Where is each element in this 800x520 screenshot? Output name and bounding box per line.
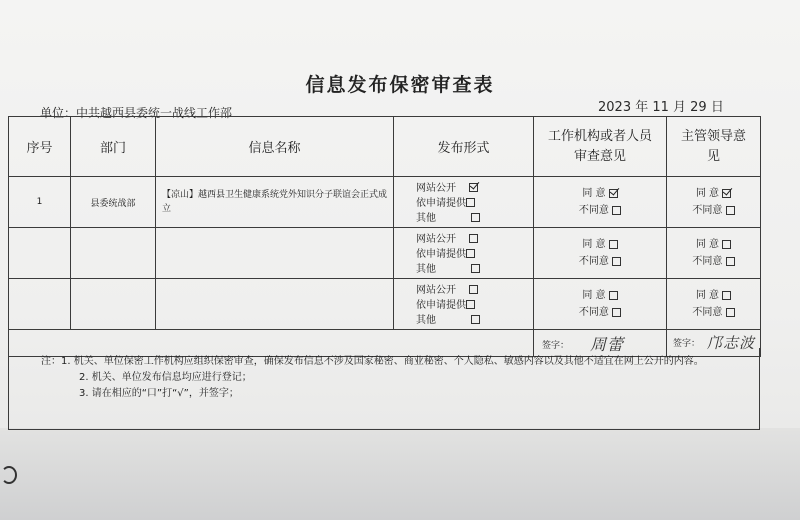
- leader-options: [667, 228, 761, 279]
- checkbox-disagree[interactable]: [612, 206, 621, 215]
- checkbox-disagree[interactable]: [612, 308, 621, 317]
- row-no: [9, 279, 71, 330]
- document-title: 信息发布保密审查表: [305, 74, 495, 96]
- note-2: 2. 机关、单位发布信息均应进行登记；: [79, 372, 252, 383]
- option-other-label: 其他: [416, 212, 436, 224]
- lead-agree-label: 同 意: [695, 239, 719, 250]
- header-leader: 主管领导意见: [667, 117, 761, 177]
- disagree-label: 不同意: [578, 256, 609, 267]
- checkbox-lead-disagree[interactable]: [726, 206, 735, 215]
- header-name: 信息名称: [156, 117, 394, 177]
- checkbox-other[interactable]: [471, 213, 480, 222]
- header-no: 序号: [9, 117, 71, 177]
- header-dept: 部门: [71, 117, 156, 177]
- checkbox-agree[interactable]: [609, 240, 618, 249]
- lead-agree-label: 同 意: [695, 290, 719, 301]
- lead-disagree-label: 不同意: [692, 256, 723, 267]
- row-dept: [71, 228, 156, 279]
- checkbox-site[interactable]: [469, 234, 478, 243]
- publish-form-options: [394, 177, 534, 228]
- header-row: [9, 117, 761, 177]
- checkbox-other[interactable]: [471, 315, 480, 324]
- checkbox-apply[interactable]: [466, 249, 475, 258]
- leader-options: [667, 279, 761, 330]
- lead-disagree-label: 不同意: [692, 307, 723, 318]
- header-review: 工作机构或者人员审查意见: [534, 117, 667, 177]
- option-apply-label: 依申请提供: [416, 248, 466, 260]
- notes-section: [8, 348, 760, 430]
- agree-label: 同 意: [582, 239, 606, 250]
- publish-form-options: [394, 279, 534, 330]
- reviewer-signature: 周蕾: [590, 335, 625, 354]
- option-apply-label: 依申请提供: [416, 299, 466, 311]
- checkbox-other[interactable]: [471, 264, 480, 273]
- checkbox-apply[interactable]: [466, 198, 475, 207]
- note-1: 注：1. 机关、单位保密工作机构应组织保密审查，确保发布信息不涉及国家秘密、商业秘密、个人隐私、敏感内容以及其他不适宜在网上公开的内容。: [41, 356, 704, 367]
- checkbox-lead-agree[interactable]: [722, 291, 731, 300]
- disagree-label: 不同意: [578, 307, 609, 318]
- checkbox-lead-agree[interactable]: [722, 240, 731, 249]
- leader-options: [667, 177, 761, 228]
- row-info-name: 【凉山】越西县卫生健康系统党外知识分子联谊会正式成立: [156, 177, 394, 228]
- reviewer-sign-label: 签字：: [542, 341, 570, 351]
- lead-agree-label: 同 意: [695, 188, 719, 199]
- checkbox-lead-disagree[interactable]: [726, 308, 735, 317]
- review-form-table: [8, 116, 761, 357]
- leader-signature: 邝志波: [707, 334, 756, 352]
- option-other-label: 其他: [416, 263, 436, 275]
- binder-hole-icon: [1, 466, 17, 484]
- row-info-name: [156, 279, 394, 330]
- option-site-label: 网站公开: [416, 233, 456, 245]
- option-site-label: 网站公开: [416, 284, 456, 296]
- publish-form-options: [394, 228, 534, 279]
- option-other-label: 其他: [416, 314, 436, 326]
- row-info-name: [156, 228, 394, 279]
- checkbox-apply[interactable]: [466, 300, 475, 309]
- checkbox-site[interactable]: [469, 183, 478, 192]
- table-row: [9, 228, 761, 279]
- checkbox-agree[interactable]: [609, 189, 618, 198]
- agree-label: 同 意: [582, 290, 606, 301]
- lead-disagree-label: 不同意: [692, 205, 723, 216]
- option-site-label: 网站公开: [416, 182, 456, 194]
- unit-label: 单位：中共越西县委统一战线工作部: [40, 106, 233, 120]
- background-shadow: [0, 428, 800, 520]
- checkbox-lead-disagree[interactable]: [726, 257, 735, 266]
- checkbox-lead-agree[interactable]: [722, 189, 731, 198]
- checkbox-agree[interactable]: [609, 291, 618, 300]
- agree-label: 同 意: [582, 188, 606, 199]
- disagree-label: 不同意: [578, 205, 609, 216]
- checkbox-disagree[interactable]: [612, 257, 621, 266]
- leader-sign-label: 签字：: [673, 339, 701, 349]
- document-date: 2023 年 11 月 29 日: [598, 100, 724, 115]
- note-3: 3. 请在相应的“口”打“√”，并签字；: [79, 388, 239, 399]
- review-options: [534, 177, 667, 228]
- header-form: 发布形式: [394, 117, 534, 177]
- review-options: [534, 279, 667, 330]
- table-row: [9, 177, 761, 228]
- row-no: [9, 228, 71, 279]
- review-options: [534, 228, 667, 279]
- row-no: 1: [9, 177, 71, 228]
- table-row: [9, 279, 761, 330]
- option-apply-label: 依申请提供: [416, 197, 466, 209]
- row-dept: [71, 279, 156, 330]
- checkbox-site[interactable]: [469, 285, 478, 294]
- row-dept: 县委统战部: [71, 177, 156, 228]
